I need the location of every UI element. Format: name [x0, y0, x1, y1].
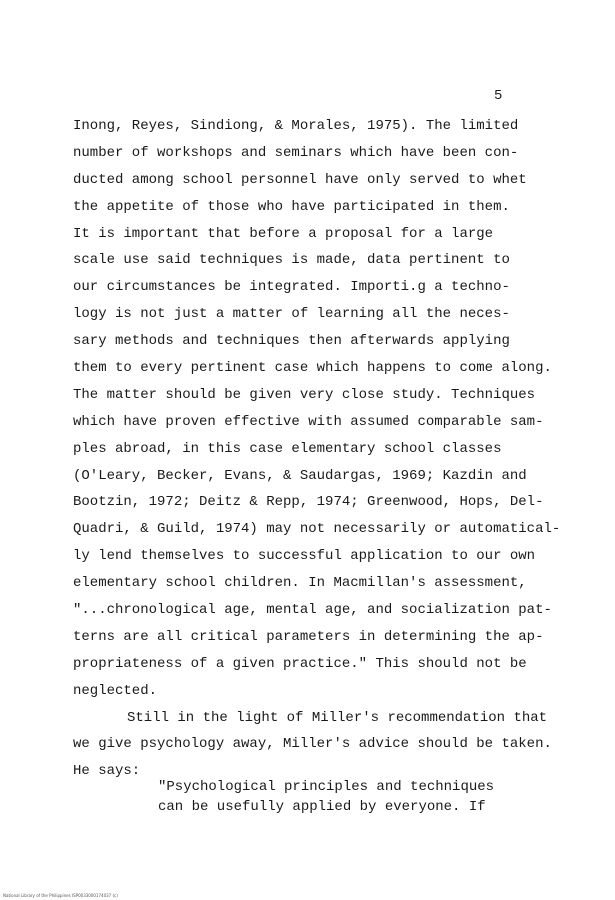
body-line: ples abroad, in this case elementary school classes: [73, 440, 502, 457]
body-line: ducted among school personnel have only served to whet: [73, 171, 527, 188]
body-line: (O'Leary, Becker, Evans, & Saudargas, 1969; Kazdin and: [73, 467, 527, 484]
body-line: logy is not just a matter of learning all the neces-: [73, 306, 510, 323]
body-line: which have proven effective with assumed comparable sam-: [73, 413, 544, 430]
body-text: [73, 116, 573, 788]
body-line: number of workshops and seminars which have been con-: [73, 144, 519, 161]
quote-line: can be usefully applied by everyone. If: [158, 799, 486, 815]
body-line: terns are all critical parameters in determining the ap-: [73, 628, 544, 645]
body-line: Inong, Reyes, Sindiong, & Morales, 1975). The limited: [73, 118, 519, 134]
body-line: Quadri, & Guild, 1974) may not necessarily or automatical-: [73, 521, 561, 538]
body-line: the appetite of those who have participated in them.: [73, 198, 510, 215]
archive-footer: National Library of the Philippines ISP0033000174037 (c): [3, 893, 118, 898]
body-line: It is important that before a proposal for a large: [73, 225, 494, 242]
body-line: ly lend themselves to successful application to our own: [73, 548, 536, 565]
body-line: The matter should be given very close study. Techniques: [73, 386, 536, 403]
page-number: 5: [494, 88, 503, 104]
body-line: sary methods and techniques then afterwards applying: [73, 333, 510, 350]
body-line: our circumstances be integrated. Importi.g a techno-: [73, 279, 510, 296]
body-line: propriateness of a given practice." This should not be: [73, 655, 527, 672]
body-line: He says:: [73, 763, 141, 780]
body-line: scale use said techniques is made, data pertinent to: [73, 252, 510, 269]
body-line: we give psychology away, Miller's advice should be taken.: [73, 736, 552, 753]
block-quote: [158, 777, 558, 817]
paragraph-first-line: Still in the light of Miller's recommendation that: [127, 709, 548, 726]
body-line: "...chronological age, mental age, and socialization pat-: [73, 602, 552, 619]
body-line: elementary school children. In Macmillan's assessment,: [73, 575, 527, 592]
body-line: neglected.: [73, 682, 158, 699]
body-line: them to every pertinent case which happens to come along.: [73, 360, 552, 377]
body-line: Bootzin, 1972; Deitz & Repp, 1974; Greenwood, Hops, Del-: [73, 494, 544, 511]
quote-line: "Psychological principles and techniques: [158, 779, 495, 795]
